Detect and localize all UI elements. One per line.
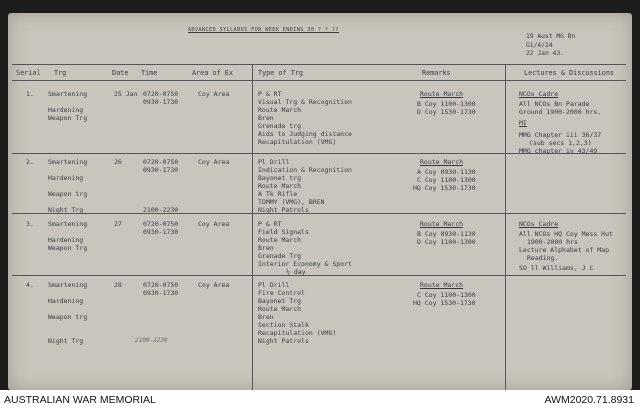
unit-reference: 19 Aust MG Bn <box>526 33 576 40</box>
row4-trg-night: Night Trg <box>48 337 84 345</box>
row3-area: Coy Area <box>198 220 230 228</box>
row3-type-1: P & RT <box>258 220 282 228</box>
row3-time-2: 0930-1730 <box>143 228 179 236</box>
row3-remarks-title: Route March <box>420 220 464 228</box>
row1-remarks-2: D Coy 1530-1730 <box>417 108 476 116</box>
row2-time-night: 2100-2230 <box>143 206 179 214</box>
archive-footer <box>0 390 640 409</box>
file-reference: G1/4/24 <box>526 42 553 49</box>
column-header-type: Type of Trg <box>258 69 304 77</box>
row4-trg-hardening: Hardening <box>48 297 84 305</box>
row4-type-6: Section Stalk <box>258 321 309 329</box>
row1-lectures-8: (sub secs 1,2,3) <box>529 139 592 147</box>
row-divider-3 <box>12 275 626 276</box>
row4-trg-smartening: Smartening <box>48 281 88 289</box>
row1-trg-smartening: Smartening <box>48 90 88 98</box>
column-header-date: Date <box>112 69 129 77</box>
row4-type-1: Pl Drill <box>258 281 290 289</box>
row3-lectures-6: SO ll Williams, J C <box>519 264 594 272</box>
row1-trg-weapon: Weapon Trg <box>48 114 88 122</box>
row3-type-4: Bren <box>258 244 274 252</box>
row4-time-2: 0930-1730 <box>143 289 179 297</box>
row1-time-1: 0720-0750 <box>143 90 179 98</box>
column-header-trg: Trg <box>54 69 67 77</box>
row1-lectures-3: Ground 1900-2000 hrs. <box>519 108 602 116</box>
row2-type-3: Bayonet trg <box>258 174 302 182</box>
archive-name: AUSTRALIAN WAR MEMORIAL <box>4 394 156 406</box>
row3-lectures-5: Reading. <box>527 254 559 262</box>
column-divider-lectures <box>505 64 506 390</box>
column-header-serial: Serial <box>16 69 41 77</box>
document-title: ADVANCED SYLLABUS FOR WEEK ENDING 30 ? ? ?? <box>188 27 339 33</box>
row1-lectures-5: MI <box>519 119 527 127</box>
row4-time-1: 0720-0750 <box>143 281 179 289</box>
row3-trg-weapon: Weapon Trg <box>48 244 88 252</box>
row3-type-3: Route March <box>258 236 302 244</box>
row3-lectures-3: 1900-2000 hrs <box>527 238 578 246</box>
row4-trg-weapon: Weapon trg <box>48 313 88 321</box>
document-page <box>8 13 632 390</box>
row3-type-2: Field Signals <box>258 228 309 236</box>
row2-type-4: Route March <box>258 182 302 190</box>
row2-type-7: Night Patrols <box>258 206 309 214</box>
column-header-area: Area of Ex <box>192 69 233 77</box>
row3-time-1: 0720-0750 <box>143 220 179 228</box>
row4-remarks-2: HQ Coy 1530-1730 <box>413 299 476 307</box>
row1-type-3: Route March <box>258 106 302 114</box>
row4-serial: 4. <box>26 281 34 289</box>
archive-accession-number: AWM2020.71.8931 <box>544 394 634 406</box>
row3-lectures-2: All NCOs HQ Coy Mess Hut <box>519 230 613 238</box>
document-date: 22 Jan 43. <box>526 50 564 57</box>
row1-lectures-7: MMG Chapter iii 36/37 <box>519 131 602 139</box>
row3-lectures-4: Lecture Alphabet of Map <box>519 246 610 254</box>
row4-date: 28 <box>114 281 122 289</box>
table-top-rule <box>12 64 626 65</box>
row1-type-5: Grenade trg <box>258 122 302 130</box>
row4-type-5: Bren <box>258 313 274 321</box>
row1-serial: 1. <box>26 90 34 98</box>
row2-type-6: TOMMY (VMG), BREN <box>258 198 325 206</box>
row3-trg-hardening: Hardening <box>48 236 84 244</box>
row4-time-night: 2100-2230 <box>135 337 168 344</box>
row3-type-5: Grenade Trg <box>258 252 302 260</box>
row2-remarks-1: A Coy 0930-1130 <box>417 168 476 176</box>
row4-type-2: Fire Control <box>258 289 305 297</box>
row3-type-6: Interior Economy & Sport <box>258 260 352 268</box>
row1-lectures-9: MMG chapter iv 43/49 <box>519 147 598 155</box>
row2-trg-smartening: Smartening <box>48 158 88 166</box>
row1-lectures-2: All NCOs Bn Parade <box>519 100 590 108</box>
column-divider-type <box>252 64 253 390</box>
row3-type-7: ½ day <box>286 268 306 276</box>
row2-type-2: Indication & Recognition <box>258 166 352 174</box>
row4-type-3: Bayonet Trg <box>258 297 302 305</box>
header-rule <box>12 80 626 81</box>
row2-time-1: 0720-0750 <box>143 158 179 166</box>
row1-type-6: Aids to Judging distance <box>258 130 352 138</box>
row4-type-4: Route March <box>258 305 302 313</box>
row1-date: 25 Jan <box>114 90 138 98</box>
row2-remarks-2: C Coy 1100-1300 <box>417 176 476 184</box>
row4-remarks-title: Route March <box>420 281 464 289</box>
row2-type-5: A Tk Rifle <box>258 190 298 198</box>
row3-remarks-2: D Coy 1100-1300 <box>417 238 476 246</box>
column-header-lectures: Lectures & Discussions <box>524 69 615 77</box>
row1-lectures-1: NCOs Cadre <box>519 90 559 98</box>
row4-type-7: Recapitulation (VMG) <box>258 329 337 337</box>
column-header-remarks: Remarks <box>422 69 451 77</box>
column-header-time: Time <box>141 69 158 77</box>
row2-trg-hardening: Hardening <box>48 174 84 182</box>
row1-type-7: Recapitulation (VMG) <box>258 138 337 146</box>
row2-date: 26 <box>114 158 122 166</box>
row3-remarks-1: B Coy 0930-1130 <box>417 230 476 238</box>
row3-serial: 3. <box>26 220 34 228</box>
row4-type-8: Night Patrols <box>258 337 309 345</box>
row1-area: Coy Area <box>198 90 230 98</box>
row2-remarks-3: HQ Coy 1530-1730 <box>413 184 476 192</box>
row1-remarks-1: B Coy 1100-1300 <box>417 100 476 108</box>
row2-remarks-title: Route March <box>420 158 464 166</box>
row1-type-1: P & RT <box>258 90 282 98</box>
row2-area: Coy Area <box>198 158 230 166</box>
row4-area: Coy Area <box>198 281 230 289</box>
row4-remarks-1: C Coy 1100-1300 <box>417 291 476 299</box>
row3-trg-smartening: Smartening <box>48 220 88 228</box>
row3-lectures-1: NCOs Cadre <box>519 220 559 228</box>
row2-trg-weapon: Weapon trg <box>48 190 88 198</box>
row1-type-2: Visual Trg & Recognition <box>258 98 352 106</box>
row2-trg-night: Night Trg <box>48 206 84 214</box>
row3-date: 27 <box>114 220 122 228</box>
row1-trg-hardening: Hardening <box>48 106 84 114</box>
row1-time-2: 0930-1730 <box>143 98 179 106</box>
row2-type-1: Pl Drill <box>258 158 290 166</box>
row2-time-2: 0930-1730 <box>143 166 179 174</box>
row1-remarks-title: Route March <box>420 90 464 98</box>
row1-type-4: Bren <box>258 114 274 122</box>
row2-serial: 2. <box>26 158 34 166</box>
row-divider-2 <box>12 213 626 214</box>
